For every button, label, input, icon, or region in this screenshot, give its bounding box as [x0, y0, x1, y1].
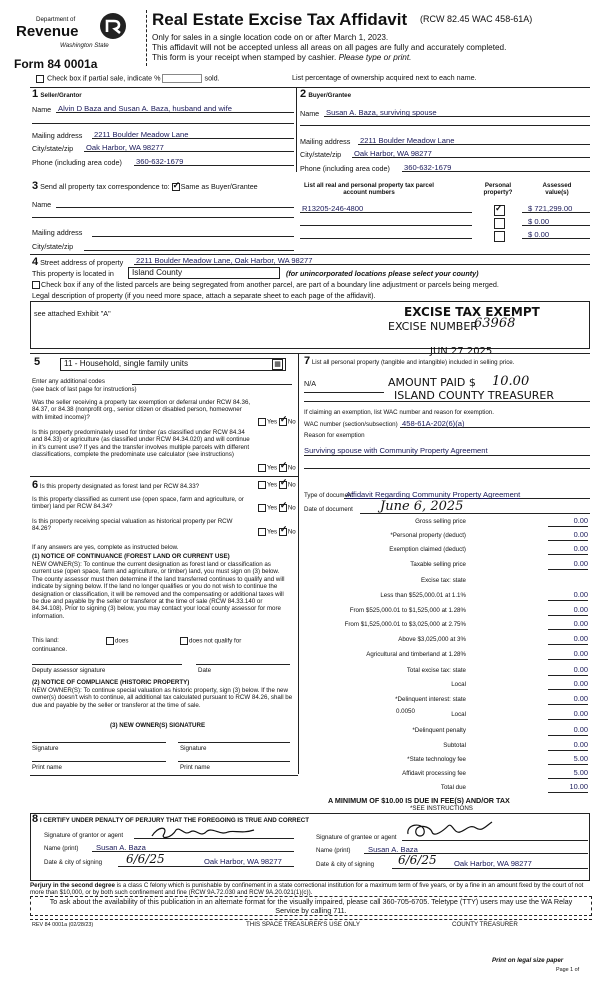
segregated-checkbox[interactable]	[32, 281, 40, 289]
doc-date: June 6, 2025	[380, 499, 464, 514]
grantee-name-label: Name (print)	[316, 847, 351, 854]
tax-row-label: Taxable selling price	[410, 561, 466, 568]
deputy-date-label: Date	[198, 667, 212, 674]
tax-row-value: 0.00	[548, 635, 588, 645]
personal-property-na: N/A	[304, 379, 316, 388]
same-as-buyer-checkbox[interactable]	[172, 183, 180, 191]
does-option: does	[106, 637, 128, 645]
grantor-sig-label: Signature of grantor or agent	[44, 832, 124, 839]
grantee-signature-icon	[404, 818, 494, 847]
legal-paper-note: Print on legal size paper	[492, 957, 564, 964]
tax-row-label: Local	[451, 711, 466, 718]
agency-block	[6, 8, 140, 76]
notice2-title: (2) NOTICE OF COMPLIANCE (HISTORIC PROPERTY)	[32, 679, 190, 686]
state-label: Washington State	[60, 42, 109, 49]
tax-row-label: Affidavit processing fee	[402, 770, 466, 777]
stamp-date: JUN 27 2025	[430, 346, 493, 357]
tax-row-label: *Delinquent penalty	[412, 727, 466, 734]
grantee-date: 6/6/25	[398, 853, 437, 867]
q4-yes-checkbox[interactable]	[258, 504, 266, 512]
see-back-note: (see back of last page for instructions)	[32, 386, 137, 393]
dept-label: Department of	[36, 16, 76, 23]
q-current-use-answers: Yes ✓ No	[258, 504, 296, 512]
legal-label: Legal description of property (if you need more space, attach a separate sheet to each page of the affidavit).	[32, 291, 376, 300]
certify-statement: 8 I CERTIFY UNDER PENALTY OF PERJURY THAT THE FOREGOING IS TRUE AND CORRECT	[32, 813, 310, 825]
q-exemption-answers: Yes ✓ No	[258, 418, 296, 426]
grantee-date-label: Date & city of signing	[316, 861, 375, 868]
parcel-1: R13205-246-4800	[302, 204, 364, 213]
partial-sale-checkbox[interactable]	[36, 75, 44, 83]
tax-row-label: *Delinquent interest: state	[395, 696, 466, 703]
q5-no-checkbox[interactable]	[279, 528, 287, 536]
seller-addr-label: Mailing address	[32, 131, 83, 140]
q1-yes-checkbox[interactable]	[258, 418, 266, 426]
buyer-name: Susan A. Baza, surviving spouse	[326, 108, 437, 117]
notice-2: This affidavit will not be accepted unless all areas on all pages are fully and accurately completed.	[152, 43, 507, 52]
owner-sig-label-2: Signature	[180, 745, 207, 752]
grantor-date-label: Date & city of signing	[44, 859, 103, 866]
excise-exempt-stamp: EXCISE TAX EXEMPT	[404, 305, 540, 319]
claim-note: If claiming an exemption, list WAC number and reason for exemption.	[304, 409, 494, 416]
tax-row-label: From $525,000.01 to $1,525,000 at 1.28%	[349, 607, 466, 614]
tax-row-label: Total excise tax: state	[406, 667, 466, 674]
q-forest: 6 Is this property designated as forest land per RCW 84.33?	[32, 479, 200, 491]
seller-name-label: Name	[32, 105, 52, 114]
parcel-3-personal-checkbox[interactable]	[494, 228, 506, 246]
grantee-city: Oak Harbor, WA 98277	[454, 859, 532, 868]
q2-no-checkbox[interactable]	[279, 464, 287, 472]
tax-row-value: 0.00	[548, 545, 588, 555]
ownership-note: List percentage of ownership acquired next to each name.	[292, 73, 477, 82]
tax-row-value: 0.00	[548, 560, 588, 570]
buyer-city: Oak Harbor, WA 98277	[354, 149, 432, 158]
tax-row-label: From $1,525,000.01 to $3,025,000 at 2.75%	[344, 621, 466, 628]
amount-paid-stamp: AMOUNT PAID $	[388, 376, 476, 389]
if-yes-note: If any answers are yes, complete as instructed below.	[32, 544, 179, 551]
tax-row-value: 0.00	[548, 517, 588, 527]
owner-print-label-2: Print name	[180, 764, 210, 771]
this-land-label: This land:	[32, 637, 59, 644]
tax-row-label: Agricultural and timberland at 1.28%	[366, 651, 466, 658]
s3-addr-label: Mailing address	[32, 228, 83, 237]
q-current-use: Is this property classified as current use (open space, farm and agriculture, or timber) land per RCW 84.34?	[32, 496, 244, 511]
seller-city: Oak Harbor, WA 98277	[86, 143, 164, 152]
excise-number-label: EXCISE NUMBER	[388, 320, 478, 333]
minimum-note: A MINIMUM OF $10.00 IS DUE IN FEE(S) AND/OR TAX	[328, 796, 510, 805]
excise-number: 63968	[474, 316, 516, 331]
personal-property-question: 7 List all personal property (tangible and intangible) included in selling price.	[304, 355, 515, 367]
q1-no-checkbox[interactable]	[279, 418, 287, 426]
amount-paid-value: 10.00	[492, 374, 530, 389]
legal-description: see attached Exhibit "A"	[34, 309, 111, 318]
continuance-label: continuance.	[32, 646, 68, 653]
buyer-addr-label: Mailing address	[300, 137, 351, 146]
calculator-icon[interactable]: ▦	[272, 359, 283, 370]
form-title: Real Estate Excise Tax Affidavit	[152, 10, 408, 29]
tax-row-label: Subtotal	[443, 742, 466, 749]
revenue-logo-icon	[99, 12, 127, 40]
deputy-signature-label: Deputy assessor signature	[32, 667, 106, 674]
segregated-row: Check box if any of the listed parcels are being segregated from another parcel, are part of a boundary line adjustment or parcels being merged.	[32, 281, 499, 290]
notice-1: Only for sales in a single location code on or after March 1, 2023.	[152, 33, 389, 42]
does-not-option: does not qualify for	[180, 637, 241, 645]
assessed-col-header: Assessed value(s)	[542, 182, 572, 197]
tax-row-value: 0.00	[548, 666, 588, 676]
owner-sig-label-1: Signature	[32, 745, 59, 752]
q-exemption: Was the seller receiving a property tax exemption or deferral under RCW 84.36, 84.37, or 84.38 (nonprofit org., senior citizen or disabled person, homeowner with limited income)?	[32, 399, 251, 421]
section5-number: 5	[34, 356, 41, 368]
seller-heading: 1 Seller/Grantor	[32, 88, 82, 100]
treasurer-stamp: ISLAND COUNTY TREASURER	[394, 389, 554, 402]
see-instructions: *SEE INSTRUCTIONS	[410, 805, 473, 812]
parcel-col-header: List all real and personal property tax parcel account numbers	[304, 182, 434, 197]
q-historic: Is this property receiving special valuation as historical property per RCW 84.26?	[32, 518, 233, 533]
tax-row-value: 5.00	[548, 755, 588, 765]
exemption-reason: Surviving spouse with Community Property Agreement	[304, 446, 488, 455]
q-historic-answers: Yes ✓ No	[258, 528, 296, 536]
reason-label: Reason for exemption	[304, 432, 365, 439]
tax-row-label: *State technology fee	[407, 756, 466, 763]
q3-yes-checkbox[interactable]	[258, 481, 266, 489]
located-label: This property is located in	[32, 269, 114, 278]
q-timber-answers: Yes ✓ No	[258, 464, 296, 472]
treasurer-use: THIS SPACE TREASURER'S USE ONLY	[246, 921, 360, 928]
county-select[interactable]: Island County	[128, 267, 280, 279]
county-treasurer: COUNTY TREASURER	[452, 921, 518, 928]
tax-row-label: Less than $525,000.01 at 1.1%	[380, 592, 466, 599]
q-forest-answers: Yes ✓ No	[258, 481, 296, 489]
s3-city-label: City/state/zip	[32, 242, 74, 251]
partial-sale-percent-input[interactable]	[162, 74, 202, 83]
seller-phone-label: Phone (including area code)	[32, 158, 122, 167]
new-owner-sig-title: (3) NEW OWNER(S) SIGNATURE	[110, 722, 206, 729]
grantor-city: Oak Harbor, WA 98277	[204, 857, 282, 866]
buyer-city-label: City/state/zip	[300, 150, 342, 159]
agency-name: Revenue	[16, 23, 79, 40]
tax-row-value: 0.00	[548, 741, 588, 751]
street-label: 4 Street address of property	[32, 256, 124, 268]
seller-city-label: City/state/zip	[32, 144, 74, 153]
buyer-phone-label: Phone (including area code)	[300, 164, 390, 173]
street-address: 2211 Boulder Meadow Lane, Oak Harbor, WA 98277	[136, 256, 313, 265]
q5-yes-checkbox[interactable]	[258, 528, 266, 536]
s3-name-label: Name	[32, 200, 52, 209]
doc-type: Affidavit Regarding Community Property Agreement	[346, 490, 521, 499]
seller-address: 2211 Boulder Meadow Lane	[94, 130, 189, 139]
grantee-name: Susan A. Baza	[368, 845, 418, 854]
buyer-name-label: Name	[300, 109, 320, 118]
tax-row-label: Above $3,025,000 at 3%	[398, 636, 466, 643]
tax-row-label: Local	[451, 681, 466, 688]
tax-row-value: 0.00	[548, 680, 588, 690]
parcel-2-value: $ 0.00	[528, 217, 550, 226]
personal-col-header: Personal property?	[483, 182, 513, 197]
parcel-3-value: $ 0.00	[528, 230, 550, 239]
page-indicator: Page 1 of	[556, 967, 580, 973]
notice2-text: NEW OWNER(S): To continue special valuation as historic property, sign (3) below. If the new owner(s) doesn't wish to continue, all additional tax calculated pursuant to RCW 84.26, shall be due and payable by the seller or transferor at the time of sale.	[32, 687, 293, 709]
tax-row-value: 0.00	[548, 695, 588, 705]
parcel-1-value: $ 721,299.00	[528, 204, 573, 213]
owner-print-label-1: Print name	[32, 764, 62, 771]
uninc-note: (for unincorporated locations please select your county)	[286, 269, 479, 278]
grantor-name: Susan A. Baza	[96, 843, 146, 852]
alt-format-note: To ask about the availability of this publication in an alternate format for the visually impaired, please call 360-705-6705. Teletype (TTY) users may use the WA Relay Service by calling 711.	[30, 896, 592, 916]
seller-phone: 360-632-1679	[136, 157, 184, 166]
tax-row-value: 0.00	[548, 726, 588, 736]
notice1-title: (1) NOTICE OF CONTINUANCE (FOREST LAND OR CURRENT USE)	[32, 553, 230, 560]
wac-number: 458-61A-202(6)(a)	[402, 419, 465, 428]
tax-row-value: 10.00	[548, 783, 588, 793]
tax-row-value: 0.00	[548, 591, 588, 601]
buyer-phone: 360-632-1679	[404, 163, 452, 172]
tax-row-value: 0.00	[548, 531, 588, 541]
does-not-checkbox[interactable]	[180, 637, 188, 645]
additional-codes-label: Enter any additional codes	[32, 378, 105, 385]
perjury-note: Perjury in the second degree is a class C felony which is punishable by confinement in a state correctional institution for a maximum term of five years, or by a fine in an amount fixed by the court of not more than $10,000, or by both such confinement and fine (RCW 9A.72.030 and RCW 9A.20.021(1)(c)).	[30, 882, 584, 897]
tax-row-value: 0.00	[548, 650, 588, 660]
grantee-sig-label: Signature of grantee or agent	[316, 834, 397, 841]
q2-yes-checkbox[interactable]	[258, 464, 266, 472]
revision: REV 84 0001a (02/28/23)	[32, 922, 94, 928]
does-checkbox[interactable]	[106, 637, 114, 645]
partial-sale-row: Check box if partial sale, indicate % sold.	[36, 74, 220, 83]
grantor-date: 6/6/25	[126, 852, 165, 866]
tax-row-label: Total due	[440, 784, 466, 791]
seller-name: Alvin D Baza and Susan A. Baza, husband and wife	[58, 104, 232, 113]
tax-row-value: 0.00	[548, 606, 588, 616]
tax-row-label: Excise tax: state	[420, 577, 466, 584]
tax-row-value: 5.00	[548, 769, 588, 779]
tax-row-value: 0.00	[548, 710, 588, 720]
tax-row-label: Exemption claimed (deduct)	[389, 546, 466, 553]
buyer-heading: 2 Buyer/Grantee	[300, 88, 352, 100]
notice1-text: NEW OWNER(S): To continue the current designation as forest land or classification as current use (open space, farm and agriculture, or timber) land, you must sign on (3) below. The county assessor must then determine if the land transferred continues to qualify and will indicate by signing below. If the land no longer qualifies or you do not wish to continue the designation or classification, it will be removed and the compensating or additional taxes will be due and payable by the seller or transferor at the time of sale (RCW 84.33.140 or 84.34.108). Prior to signing (3) below, you may contact your local county assessor for more information.	[32, 561, 285, 620]
notice-3: This form is your receipt when stamped by cashier. Please type or print.	[152, 53, 412, 62]
doc-date-label: Date of document	[304, 506, 353, 513]
tax-row-label: *Personal property (deduct)	[390, 532, 466, 539]
statute: (RCW 82.45 WAC 458-61A)	[420, 14, 533, 24]
local-rate: 0.0050	[396, 708, 415, 715]
doc-type-label: Type of document	[304, 492, 354, 499]
section3-heading: 3 Send all property tax correspondence to: ✓ Same as Buyer/Grantee	[32, 182, 258, 192]
wac-label: WAC number (section/subsection)	[304, 421, 398, 428]
q3-no-checkbox[interactable]	[279, 481, 287, 489]
use-code-select[interactable]: 11 - Household, single family units	[60, 358, 286, 371]
form-number: Form 84 0001a	[14, 57, 98, 71]
buyer-address: 2211 Boulder Meadow Lane	[360, 136, 455, 145]
q-timber: Is this property predominately used for timber (as classified under RCW 84.34 and 84.33) or agriculture (as classified under RCW 84.34.020) and will continue in it's current use? If yes and the transfer involves multiple parcels with different classifications, complete the predominate use calculator (see instructions)	[32, 429, 250, 459]
q4-no-checkbox[interactable]	[279, 504, 287, 512]
tax-row-value: 0.00	[548, 620, 588, 630]
grantor-name-label: Name (print)	[44, 845, 79, 852]
tax-row-label: Gross selling price	[415, 518, 466, 525]
